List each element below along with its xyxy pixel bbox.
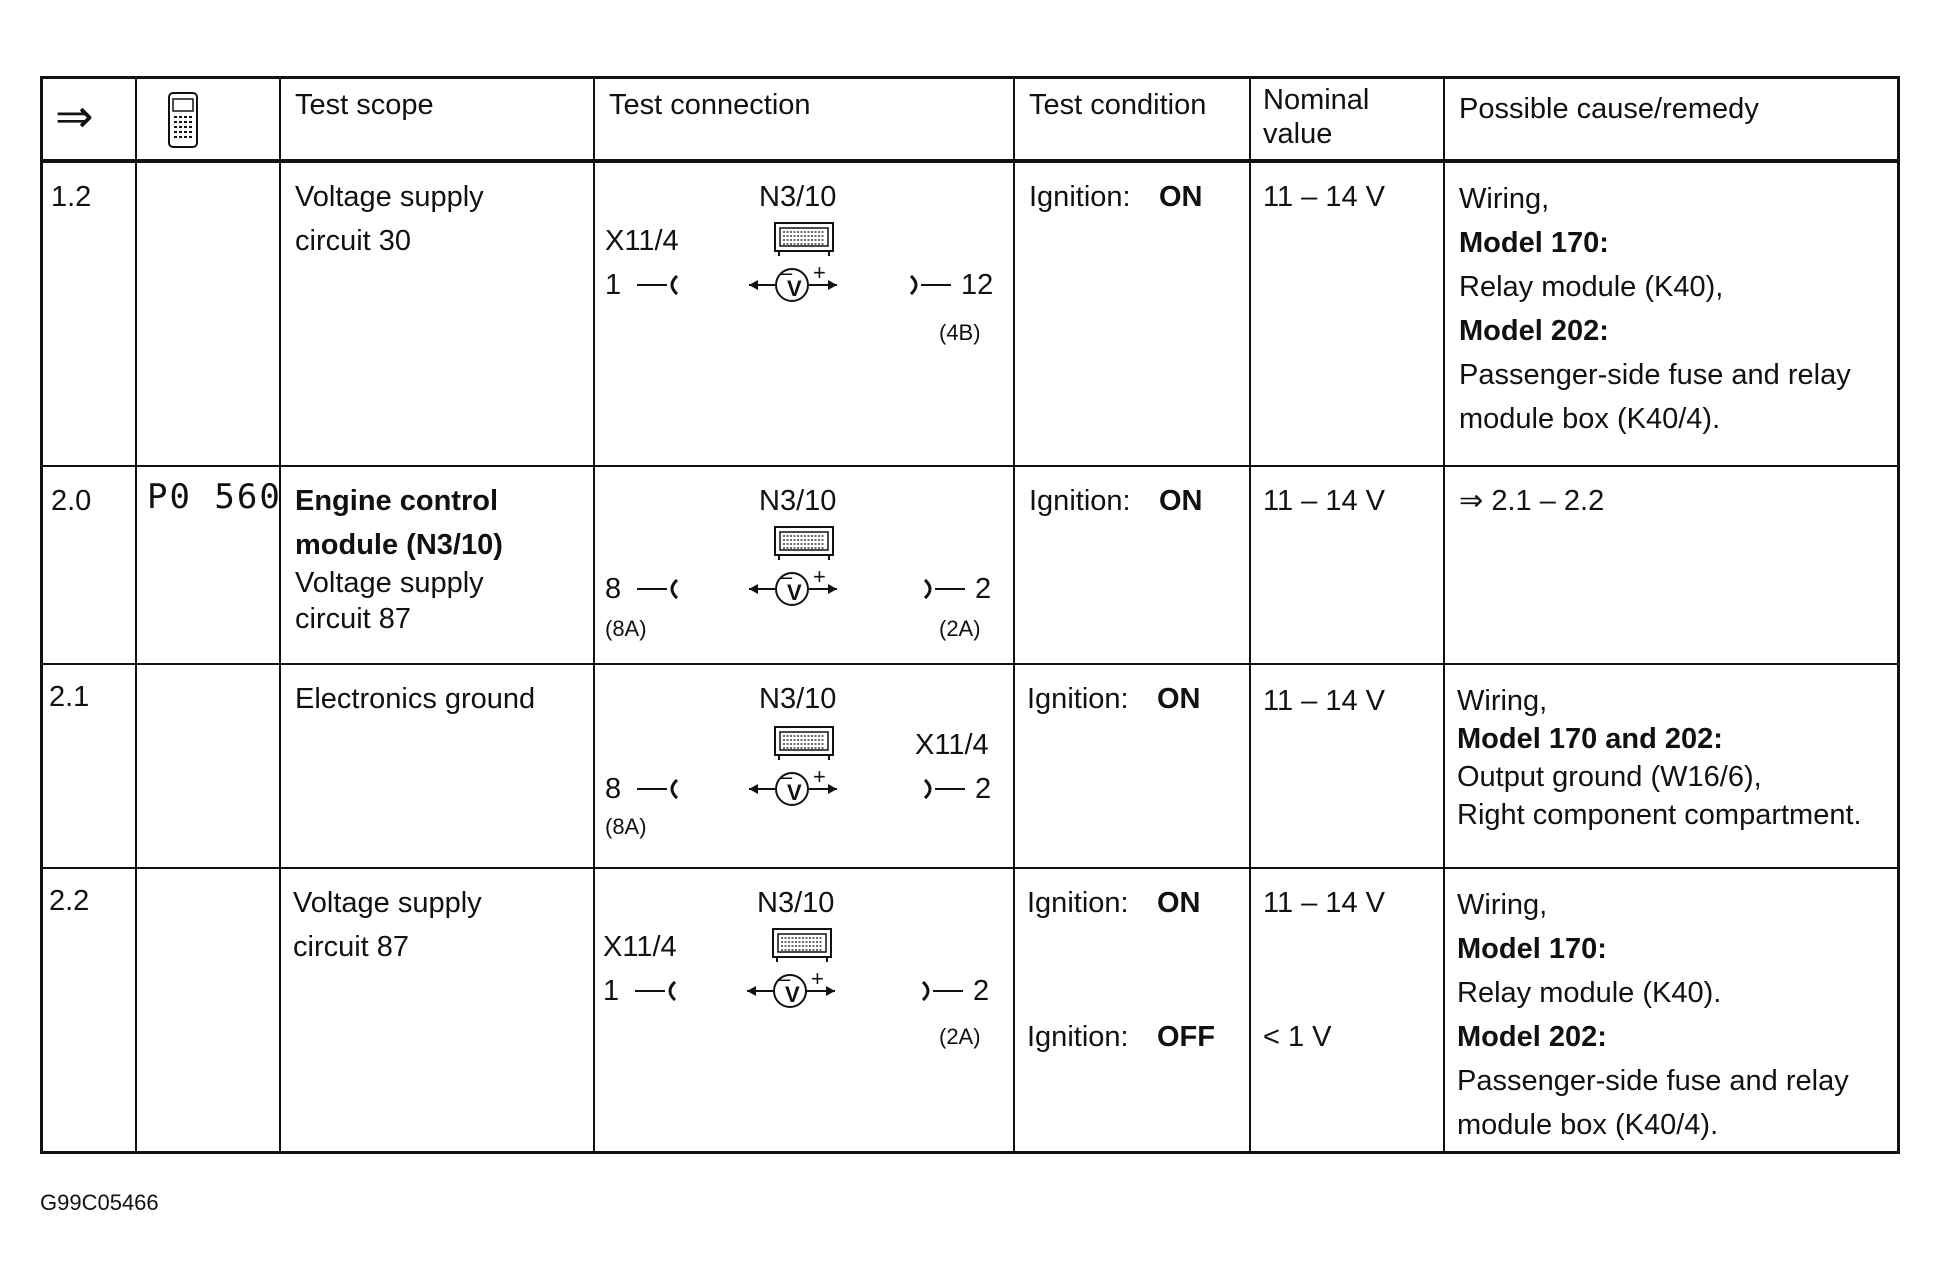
cause-line: Passenger-side fuse and relay: [1459, 359, 1851, 391]
cause-line: Wiring,: [1457, 889, 1548, 921]
condition-label: Ignition:: [1027, 1021, 1129, 1053]
test-scope-line: circuit 87: [295, 603, 412, 635]
nominal-value: 11 – 14 V: [1263, 887, 1386, 919]
right-pin: 12: [961, 269, 994, 301]
cause-line: Passenger-side fuse and relay: [1457, 1065, 1849, 1097]
cause-line: module box (K40/4).: [1459, 403, 1721, 435]
component-label: N3/10: [759, 683, 837, 715]
ecu-icon: [775, 527, 835, 563]
condition-value: ON: [1157, 887, 1201, 919]
component-label: N3/10: [757, 887, 835, 919]
right-pin-sub: (2A): [939, 616, 981, 641]
col-divider: [135, 79, 137, 1151]
voltmeter-symbol: V: [787, 276, 802, 301]
right-pin-sub: (2A): [939, 1024, 981, 1049]
nominal-value: < 1 V: [1263, 1021, 1332, 1053]
cause-line: Model 170 and 202:: [1457, 723, 1723, 755]
ecu-icon: [775, 223, 835, 259]
col-divider: [1249, 79, 1251, 1151]
cause-line: Model 170:: [1459, 227, 1609, 259]
condition-value: ON: [1157, 683, 1201, 715]
test-scope-line: module (N3/10): [295, 529, 503, 561]
connector-label: X11/4: [915, 729, 989, 761]
step-number: 1.2: [51, 181, 92, 213]
test-scope-line: Voltage supply: [295, 181, 484, 213]
left-pin: 8: [605, 773, 622, 805]
voltmeter-plus: +: [811, 966, 824, 991]
header-test-scope: Test scope: [295, 89, 434, 121]
voltmeter-plus: +: [813, 564, 826, 589]
cause-line: Model 202:: [1457, 1021, 1607, 1053]
voltmeter-minus: –: [778, 966, 791, 991]
right-pin: 2: [973, 975, 990, 1007]
plug-left-icon: [635, 991, 679, 1011]
header-test-connection: Test connection: [609, 89, 811, 121]
right-pin: 2: [975, 573, 992, 605]
condition-label: Ignition:: [1027, 683, 1129, 715]
cause-line: Model 202:: [1459, 315, 1609, 347]
diagnostic-table: [40, 76, 1900, 1154]
diagnostic-tester-icon: [165, 91, 201, 149]
left-pin: 8: [605, 573, 622, 605]
voltmeter-symbol: V: [787, 580, 802, 605]
right-pin: 2: [975, 773, 992, 805]
col-divider: [279, 79, 281, 1151]
test-scope-line: Engine control: [295, 485, 498, 517]
cause-line: Model 170:: [1457, 933, 1607, 965]
col-divider: [593, 79, 595, 1151]
left-pin: 1: [603, 975, 620, 1007]
condition-value: ON: [1159, 485, 1203, 517]
left-pin: 1: [605, 269, 622, 301]
condition-label: Ignition:: [1029, 181, 1131, 213]
nominal-value: 11 – 14 V: [1263, 485, 1386, 517]
test-scope-line: Electronics ground: [295, 683, 536, 715]
voltmeter-minus: –: [780, 564, 793, 589]
header-arrow: ⇒: [55, 90, 94, 142]
plug-left-icon: [637, 589, 681, 609]
col-divider: [1013, 79, 1015, 1151]
left-pin-sub: (8A): [605, 616, 647, 641]
cause-line: Relay module (K40),: [1459, 271, 1724, 303]
cause-line: Wiring,: [1457, 685, 1548, 717]
header-nominal-value-2: value: [1263, 118, 1333, 150]
condition-label: Ignition:: [1027, 887, 1129, 919]
header-nominal-value-1: Nominal: [1263, 84, 1370, 116]
row-divider: [43, 663, 1897, 665]
voltmeter-minus: –: [780, 260, 793, 285]
row-divider: [43, 465, 1897, 467]
test-scope-line: circuit 87: [293, 931, 410, 963]
test-scope-line: Voltage supply: [295, 567, 484, 599]
row-divider: [43, 867, 1897, 869]
header-divider: [43, 159, 1897, 163]
cause-line: Output ground (W16/6),: [1457, 761, 1762, 793]
cause-reference: ⇒ 2.1 – 2.2: [1459, 485, 1605, 517]
plug-left-icon: [637, 285, 681, 305]
nominal-value: 11 – 14 V: [1263, 685, 1386, 717]
figure-code: G99C05466: [40, 1190, 159, 1215]
cause-line: module box (K40/4).: [1457, 1109, 1719, 1141]
header-possible-cause: Possible cause/remedy: [1459, 93, 1759, 125]
voltmeter-symbol: V: [785, 982, 800, 1007]
component-label: N3/10: [759, 485, 837, 517]
voltmeter-symbol: V: [787, 780, 802, 805]
header-test-condition: Test condition: [1029, 89, 1207, 121]
condition-value: OFF: [1157, 1021, 1215, 1053]
cause-line: Right component compartment.: [1457, 799, 1862, 831]
test-scope-line: circuit 30: [295, 225, 412, 257]
plug-right-icon: [925, 789, 969, 809]
voltmeter-minus: –: [780, 764, 793, 789]
step-number: 2.1: [49, 681, 90, 713]
ecu-icon: [775, 727, 835, 763]
nominal-value: 11 – 14 V: [1263, 181, 1386, 213]
voltmeter-plus: +: [813, 764, 826, 789]
step-number: 2.2: [49, 885, 90, 917]
connector-label: X11/4: [605, 225, 679, 257]
left-pin-sub: (8A): [605, 814, 647, 839]
plug-right-icon: [925, 589, 969, 609]
plug-right-icon: [911, 285, 955, 305]
cause-line: Relay module (K40).: [1457, 977, 1722, 1009]
col-divider: [1443, 79, 1445, 1151]
fault-code: P0 560: [147, 477, 282, 517]
condition-label: Ignition:: [1029, 485, 1131, 517]
plug-left-icon: [637, 789, 681, 809]
connector-label: X11/4: [603, 931, 677, 963]
condition-value: ON: [1159, 181, 1203, 213]
test-scope-line: Voltage supply: [293, 887, 482, 919]
voltmeter-plus: +: [813, 260, 826, 285]
step-number: 2.0: [51, 485, 92, 517]
cause-line: Wiring,: [1459, 183, 1550, 215]
plug-right-icon: [923, 991, 967, 1011]
right-pin-sub: (4B): [939, 320, 981, 345]
component-label: N3/10: [759, 181, 837, 213]
ecu-icon: [773, 929, 833, 965]
